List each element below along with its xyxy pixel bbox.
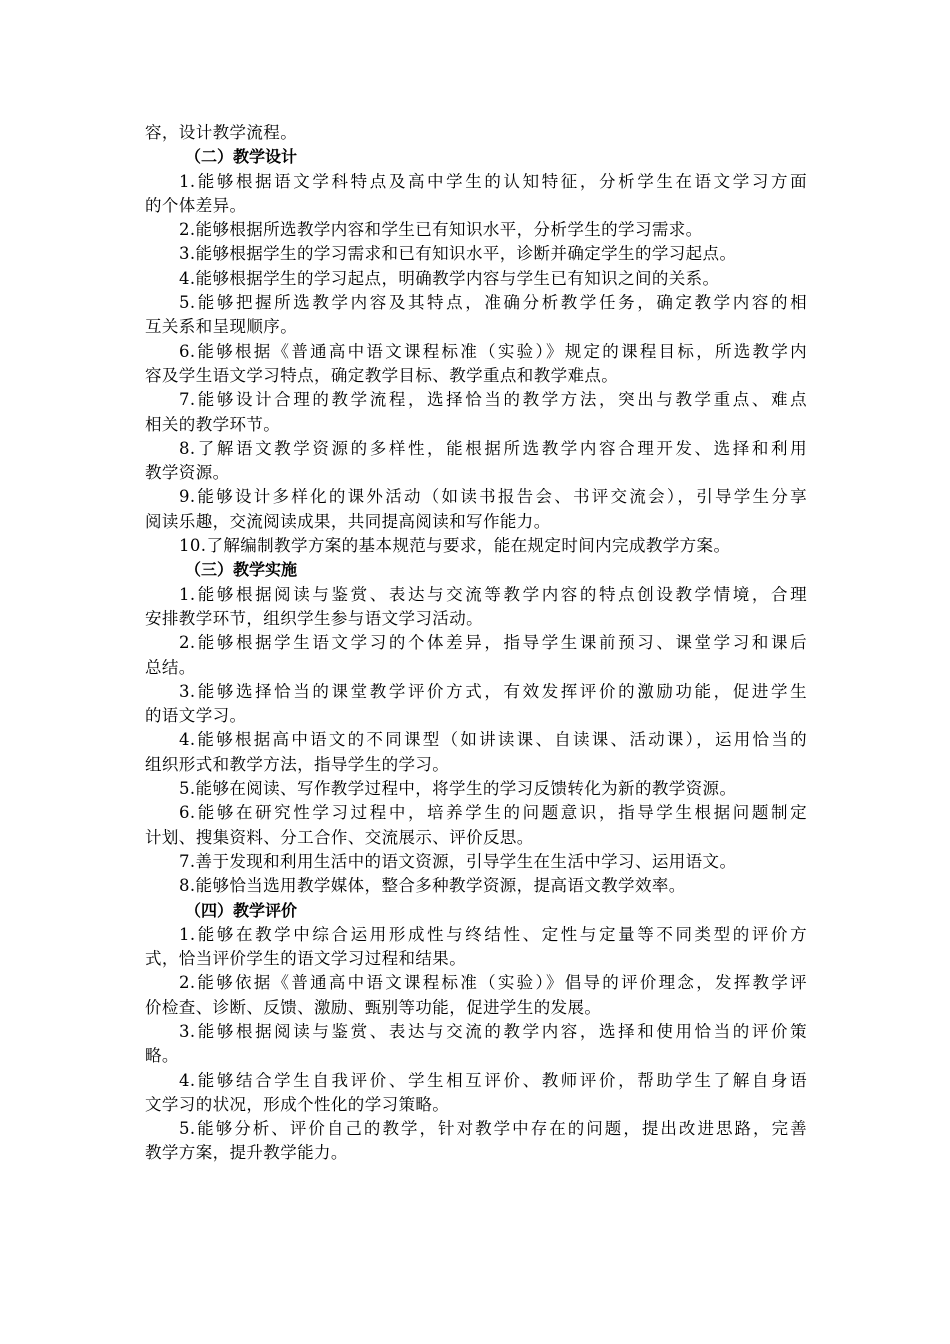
list-item-first-line: 2.能够根据所选教学内容和学生已有知识水平，分析学生的学习需求。	[179, 220, 703, 240]
list-item	[145, 680, 807, 729]
list-item-continuation-line: 教学方案，提升教学能力。	[145, 1143, 348, 1163]
list-item-first-line: 1.能够根据语文学科特点及高中学生的认知特征，分析学生在语文学习方面	[179, 171, 807, 191]
list-item-first-line: 3.能够根据阅读与鉴赏、表达与交流的教学内容，选择和使用恰当的评价策	[179, 1021, 807, 1041]
list-item-continuation-line: 阅读乐趣，交流阅读成果，共同提高阅读和写作能力。	[145, 511, 551, 531]
document-page	[145, 121, 807, 1166]
list-item-continuation-line: 组织形式和教学方法，指导学生的学习。	[145, 754, 450, 774]
list-item-continuation-line: 略。	[145, 1046, 179, 1066]
list-item-first-line: 5.能够把握所选教学内容及其特点，准确分析教学任务，确定教学内容的相	[179, 293, 807, 313]
list-item	[145, 1069, 807, 1118]
document-sections	[145, 145, 807, 1165]
list-item	[145, 1020, 807, 1069]
list-item	[145, 534, 807, 558]
list-item	[145, 218, 807, 242]
list-item-continuation-line: 价检查、诊断、反馈、激励、甄别等功能，促进学生的发展。	[145, 997, 602, 1017]
list-item	[145, 170, 807, 219]
list-item	[145, 388, 807, 437]
list-item-continuation-line: 的语文学习。	[145, 706, 247, 726]
list-item	[145, 437, 807, 486]
list-item	[145, 291, 807, 340]
list-item	[145, 242, 807, 266]
list-item	[145, 777, 807, 801]
section-heading: （四）教学评价	[185, 900, 298, 920]
list-item-first-line: 7.善于发现和利用生活中的语文资源，引导学生在生活中学习、运用语文。	[179, 851, 737, 871]
list-item-continuation-line: 总结。	[145, 657, 196, 677]
list-item	[145, 874, 807, 898]
list-item-continuation-line: 容及学生语文学习特点，确定教学目标、教学重点和教学难点。	[145, 365, 619, 385]
list-item-continuation-line: 教学资源。	[145, 463, 230, 483]
list-item-first-line: 8.能够恰当选用教学媒体，整合多种教学资源，提高语文教学效率。	[179, 876, 686, 896]
list-item	[145, 485, 807, 534]
list-item-first-line: 8.了解语文教学资源的多样性，能根据所选教学内容合理开发、选择和利用	[179, 438, 807, 458]
list-item-continuation-line: 安排教学环节，组织学生参与语文学习活动。	[145, 608, 483, 628]
list-item-continuation-line: 计划、搜集资料、分工合作、交流展示、评价反思。	[145, 827, 534, 847]
list-item-first-line: 6.能够在研究性学习过程中，培养学生的问题意识，指导学生根据问题制定	[179, 803, 807, 823]
list-item	[145, 971, 807, 1020]
list-item-first-line: 7.能够设计合理的教学流程，选择恰当的教学方法，突出与教学重点、难点	[179, 390, 807, 410]
list-item	[145, 1117, 807, 1166]
list-item-first-line: 4.能够根据高中语文的不同课型（如讲读课、自读课、活动课），运用恰当的	[179, 730, 807, 750]
list-item-first-line: 4.能够根据学生的学习起点，明确教学内容与学生已有知识之间的关系。	[179, 268, 720, 288]
list-item-continuation-line: 相关的教学环节。	[145, 414, 281, 434]
list-item	[145, 728, 807, 777]
section-heading: （二）教学设计	[185, 147, 298, 167]
list-item-continuation-line: 式，恰当评价学生的语文学习过程和结果。	[145, 949, 467, 969]
intro-tail-line: 容，设计教学流程。	[145, 123, 298, 142]
list-item-first-line: 3.能够选择恰当的课堂教学评价方式，有效发挥评价的激励功能，促进学生	[179, 681, 807, 701]
section-heading: （三）教学实施	[185, 560, 298, 580]
list-item-continuation-line: 的个体差异。	[145, 195, 247, 215]
list-item-first-line: 4.能够结合学生自我评价、学生相互评价、教师评价，帮助学生了解自身语	[179, 1070, 807, 1090]
list-item	[145, 583, 807, 632]
list-item-first-line: 1.能够在教学中综合运用形成性与终结性、定性与定量等不同类型的评价方	[179, 924, 807, 944]
list-item-first-line: 2.能够根据学生语文学习的个体差异，指导学生课前预习、课堂学习和课后	[179, 633, 807, 653]
list-item-continuation-line: 文学习的状况，形成个性化的学习策略。	[145, 1094, 450, 1114]
list-item	[145, 340, 807, 389]
list-item	[145, 631, 807, 680]
list-item-first-line: 1.能够根据阅读与鉴赏、表达与交流等教学内容的特点创设教学情境，合理	[179, 584, 807, 604]
list-item-first-line: 6.能够根据《普通高中语文课程标准（实验）》规定的课程目标，所选教学内	[179, 341, 807, 361]
list-item-first-line: 10.了解编制教学方案的基本规范与要求，能在规定时间内完成教学方案。	[179, 536, 731, 556]
list-item-first-line: 9.能够设计多样化的课外活动（如读书报告会、书评交流会），引导学生分享	[179, 487, 807, 507]
list-item-first-line: 5.能够在阅读、写作教学过程中，将学生的学习反馈转化为新的教学资源。	[179, 779, 737, 799]
list-item-first-line: 3.能够根据学生的学习需求和已有知识水平，诊断并确定学生的学习起点。	[179, 244, 737, 264]
list-item	[145, 850, 807, 874]
list-item-first-line: 2.能够依据《普通高中语文课程标准（实验）》倡导的评价理念，发挥教学评	[179, 973, 807, 993]
list-item	[145, 923, 807, 972]
list-item-first-line: 5.能够分析、评价自己的教学，针对教学中存在的问题，提出改进思路，完善	[179, 1119, 807, 1139]
list-item	[145, 801, 807, 850]
list-item-continuation-line: 互关系和呈现顺序。	[145, 317, 298, 337]
list-item	[145, 267, 807, 291]
